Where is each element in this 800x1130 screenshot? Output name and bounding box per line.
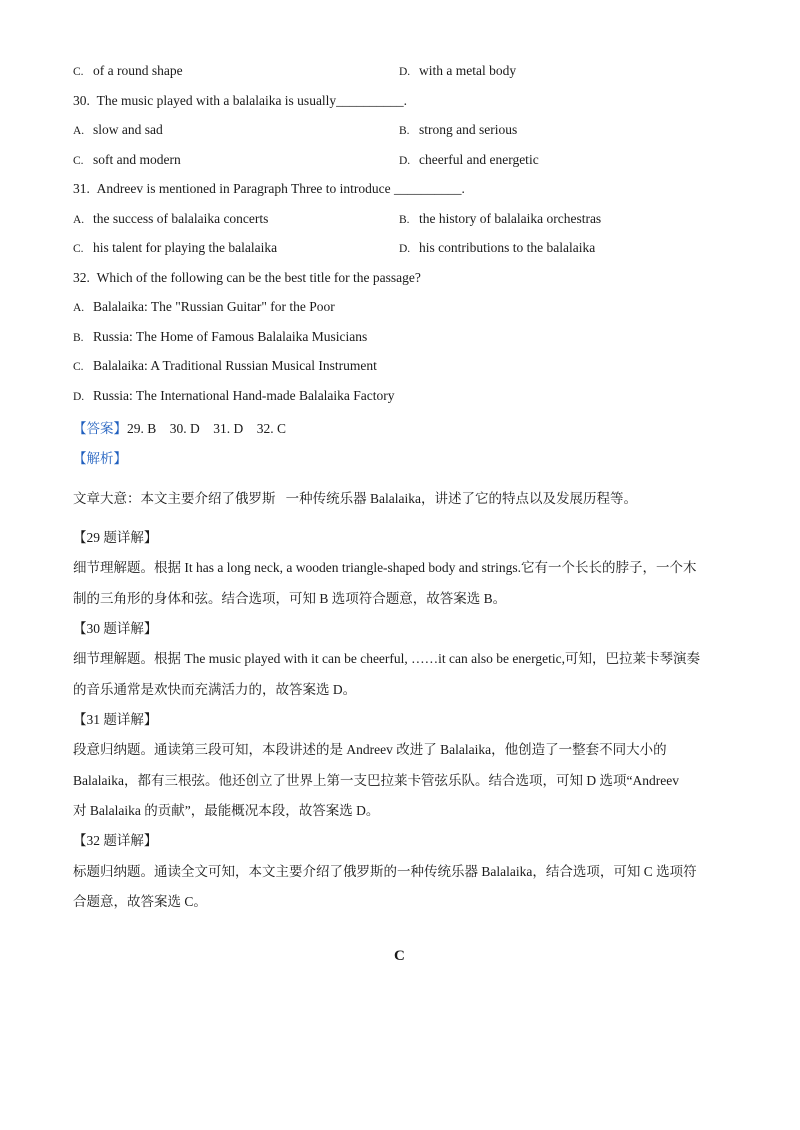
detail-32-title: 【32 题详解】 (73, 833, 158, 848)
q29-option-d (399, 63, 516, 79)
detail-30-line-2: 的音乐通常是欢快而充满活力的，故答案选 D。 (73, 682, 357, 697)
q30-option-c (73, 152, 181, 168)
option-text: strong and serious (419, 122, 518, 137)
q30-option-b (399, 122, 517, 138)
option-text: Russia: The Home of Famous Balalaika Musicians (93, 329, 368, 344)
option-letter: D. (73, 391, 85, 403)
q31-option-d (399, 240, 595, 256)
option-letter: C. (73, 361, 84, 373)
detail-29-line-2: 制的三角形的身体和弦。结合选项，可知 B 选项符合题意，故答案选 B。 (73, 591, 507, 606)
option-letter: A. (73, 214, 85, 226)
summary-text: 文章大意：本文主要介绍了俄罗斯 一种传统乐器 Balalaika，讲述了它的特点以及发展历程等。 (73, 491, 637, 506)
option-text: cheerful and energetic (419, 152, 539, 167)
option-letter: B. (73, 332, 84, 344)
q32-stem: 32. Which of the following can be the best title for the passage? (73, 270, 421, 285)
detail-29-line-1: 细节理解题。根据 It has a long neck, a wooden triangle-shaped body and strings.它有一个长长的脖子，一个木 (73, 560, 697, 575)
detail-30-title: 【30 题详解】 (73, 621, 158, 636)
q32-option-a (73, 299, 335, 315)
option-text: his contributions to the balalaika (419, 240, 596, 255)
option-text: soft and modern (93, 152, 181, 167)
option-letter: C. (73, 243, 84, 255)
option-text: the success of balalaika concerts (93, 211, 269, 226)
q30-option-d (399, 152, 539, 168)
option-text: slow and sad (93, 122, 163, 137)
option-letter: D. (399, 66, 411, 78)
option-text: Balalaika: A Traditional Russian Musical Instrument (93, 358, 377, 373)
option-text: his talent for playing the balalaika (93, 240, 278, 255)
q29-option-c (73, 63, 183, 79)
option-letter: C. (73, 155, 84, 167)
q31-option-c (73, 240, 277, 256)
option-text: with a metal body (419, 63, 517, 78)
detail-32-line-2: 合题意，故答案选 C。 (73, 894, 207, 909)
option-text: the history of balalaika orchestras (419, 211, 602, 226)
option-letter: D. (399, 155, 411, 167)
q32-option-b (73, 329, 367, 345)
detail-32-line-1: 标题归纳题。通读全文可知，本文主要介绍了俄罗斯的一种传统乐器 Balalaika，结合选项，可知 C 选项符 (73, 864, 697, 879)
option-letter: D. (399, 243, 411, 255)
option-text: Russia: The International Hand-made Balalaika Factory (93, 388, 395, 403)
q30-stem: 30. The music played with a balalaika is usually__________. (73, 93, 408, 108)
q31-stem: 31. Andreev is mentioned in Paragraph Three to introduce __________. (73, 181, 465, 196)
detail-31-line-3: 对 Balalaika 的贡献”，最能概况本段，故答案选 D。 (73, 803, 380, 818)
q32-option-c (73, 358, 377, 374)
q31-option-b (399, 211, 601, 227)
option-text: Balalaika: The "Russian Guitar" for the Poor (93, 299, 335, 314)
answer-text: 29. B 30. D 31. D 32. C (127, 421, 287, 436)
option-letter: B. (399, 214, 410, 226)
detail-31-title: 【31 题详解】 (73, 712, 158, 727)
q30-option-a (73, 122, 163, 138)
detail-31-line-1: 段意归纳题。通读第三段可知，本段讲述的是 Andreev 改进了 Balalaika，他创造了一整套不同大小的 (73, 742, 667, 757)
option-letter: A. (73, 125, 85, 137)
option-letter: C. (73, 66, 84, 78)
detail-29-title: 【29 题详解】 (73, 530, 158, 545)
answer-tag: 【答案】 (73, 421, 127, 436)
option-letter: B. (399, 125, 410, 137)
q32-option-d (73, 388, 395, 404)
option-letter: A. (73, 302, 85, 314)
answer-line (73, 417, 286, 437)
detail-30-line-1: 细节理解题。根据 The music played with it can be cheerful, ……it can also be energetic,可知，巴拉莱卡琴演奏 (73, 651, 700, 666)
section-heading: C (394, 948, 405, 964)
detail-31-line-2: Balalaika，都有三根弦。他还创立了世界上第一支巴拉莱卡管弦乐队。结合选项，可知 D 选项“Andreev (73, 773, 679, 788)
analysis-tag: 【解析】 (73, 451, 127, 466)
option-text: of a round shape (93, 63, 183, 78)
q31-option-a (73, 211, 268, 227)
